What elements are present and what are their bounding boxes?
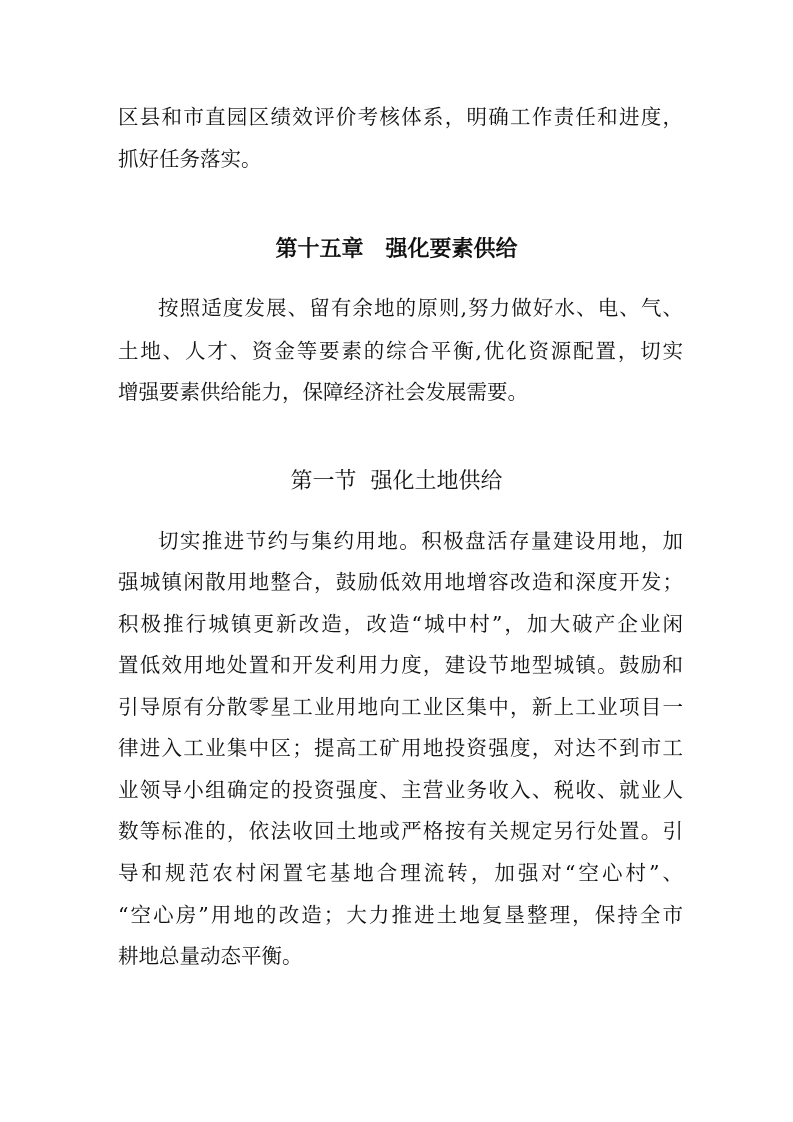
intro-line-2: 抓好任务落实。 — [118, 147, 262, 171]
section-para-line-8: 数等标准的，依法收回土地或严格按有关规定另行处置。引 — [118, 819, 683, 843]
section-para-line-5: 引导原有分散零星工业用地向工业区集中，新上工业项目一 — [118, 695, 683, 719]
section-para-line-4: 置低效用地处置和开发利用力度，建设节地型城镇。鼓励和 — [118, 653, 683, 677]
section-para-line-2: 强城镇闲散用地整合，鼓励低效用地增容改造和深度开发； — [118, 570, 683, 594]
section-para-line-9: 导和规范农村闲置宅基地合理流转，加强对“空心村”、 — [118, 861, 683, 885]
chapter-para-line-3: 增强要素供给能力，保障经济社会发展需要。 — [118, 380, 528, 404]
intro-line-1: 区县和市直园区绩效评价考核体系，明确工作责任和进度， — [118, 105, 683, 129]
chapter-para-line-2: 土地、人才、资金等要素的综合平衡,优化资源配置，切实 — [118, 339, 683, 363]
section-para-line-1: 切实推进节约与集约用地。积极盘活存量建设用地，加 — [158, 529, 683, 553]
section-para-line-11: 耕地总量动态平衡。 — [118, 944, 303, 968]
section-para-line-7: 业领导小组确定的投资强度、主营业务收入、税收、就业人 — [118, 778, 683, 802]
chapter-title: 第十五章 强化要素供给 — [275, 237, 518, 262]
section-para-line-10: “空心房”用地的改造；大力推进土地复垦整理，保持全市 — [118, 903, 683, 927]
section-title: 第一节 强化土地供给 — [290, 469, 503, 494]
section-para-line-3: 积极推行城镇更新改造，改造“城中村”，加大破产企业闲 — [118, 612, 683, 636]
chapter-para-line-1: 按照适度发展、留有余地的原则,努力做好水、电、气、 — [158, 296, 683, 320]
section-para-line-6: 律进入工业集中区；提高工矿用地投资强度，对达不到市工 — [118, 736, 683, 760]
